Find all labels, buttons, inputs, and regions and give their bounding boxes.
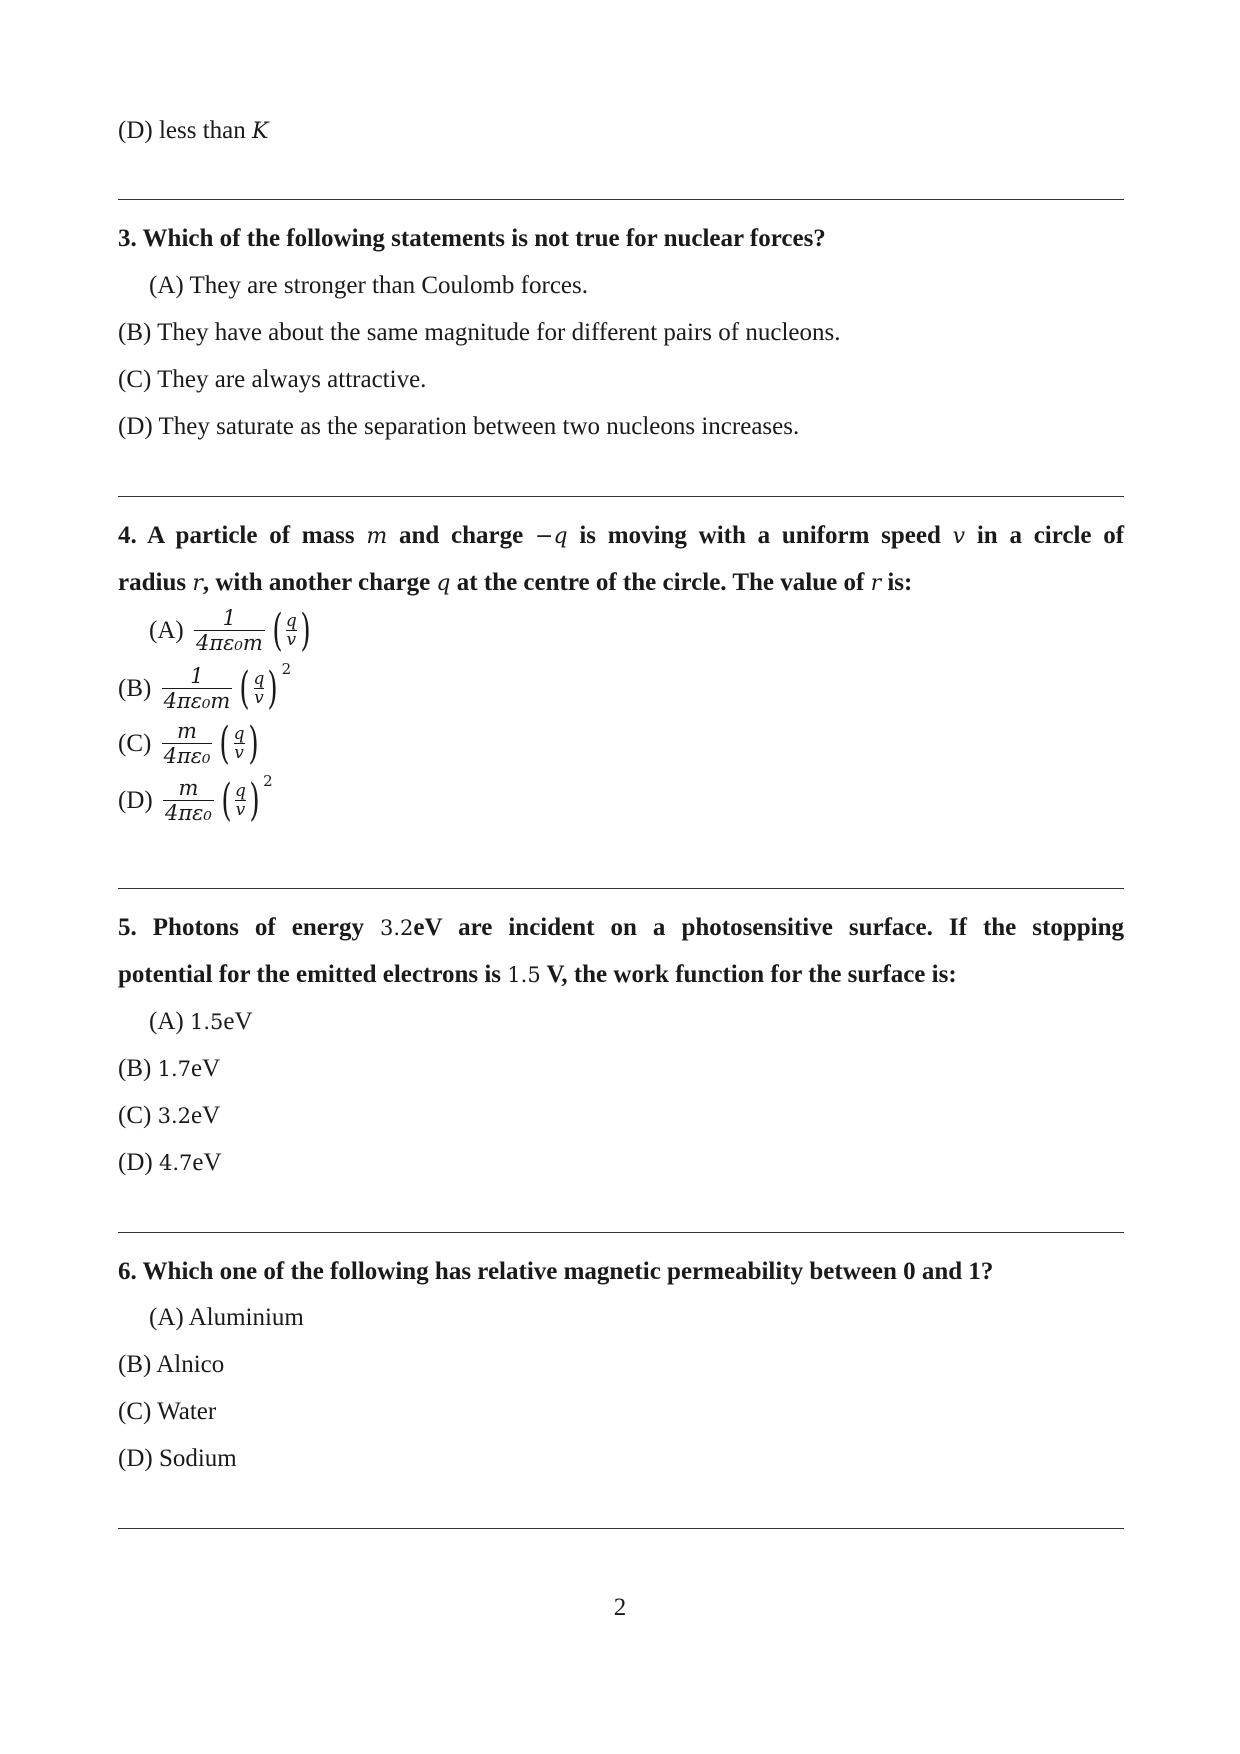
q3-option-c: (C) They are always attractive. — [118, 366, 427, 393]
q6-option-a: (A) Aluminium — [149, 1304, 304, 1331]
q5-option-c: (C) 3.2eV — [118, 1102, 221, 1129]
q3-option-d: (D) They saturate as the separation between two nucleons increases. — [118, 413, 800, 440]
q6-option-d: (D) Sodium — [118, 1445, 237, 1472]
q4-option-b: (B) $\frac{1}{\text{4πε₀m}}$ ( $\frac{q}{v}$ ) 2 — [118, 660, 292, 714]
separator-rule — [118, 1232, 1124, 1233]
q4-option-d: (D) $\frac{m}{\text{4πε₀}}$ ( $\frac{q}{v}$ ) 2 — [118, 772, 273, 826]
q6-option-b: (B) Alnico — [118, 1351, 225, 1378]
q4-stem-line2: radius r, with another charge q at the centre of the circle. The value of r is: — [118, 569, 913, 596]
q5-option-a: (A) 1.5eV — [149, 1008, 253, 1035]
q5-option-d: (D) 4.7eV — [118, 1149, 222, 1176]
q3-option-b: (B) They have about the same magnitude for different pairs of nucleons. — [118, 319, 841, 346]
separator-rule — [118, 1528, 1124, 1529]
q2-option-d-var: K — [252, 119, 269, 144]
separator-rule — [118, 496, 1124, 497]
q6-stem: 6. Which one of the following has relative magnetic permeability between 0 and 1? — [118, 1258, 994, 1285]
q4-stem-line1: 4. A particle of mass m and charge −q is moving with a uniform speed v in a circle of — [118, 522, 1125, 549]
q2-option-d-text: (D) less than — [118, 117, 246, 144]
q5-stem-line1: 5. Photons of energy 3.2eV are incident on a photosensitive surface. If the stopping — [118, 914, 1124, 941]
q3-option-a: (A) They are stronger than Coulomb forces. — [149, 272, 588, 299]
page-number: 2 — [613, 1594, 627, 1621]
separator-rule — [118, 888, 1124, 889]
q4-option-c: (C) $\frac{m}{\text{4πε₀}}$ ( $\frac{q}{v}$ ) — [118, 717, 259, 769]
separator-rule — [118, 199, 1124, 200]
q2-option-d — [118, 116, 268, 147]
q3-stem: 3. Which of the following statements is not true for nuclear forces? — [118, 225, 826, 252]
q6-option-c: (C) Water — [118, 1398, 217, 1425]
q5-option-b: (B) 1.7eV — [118, 1055, 221, 1082]
q4-option-a: (A) $\frac{1}{\text{4πε₀m}}$ ( $\frac{q}{v}$ ) — [149, 604, 311, 656]
q5-stem-line2: potential for the emitted electrons is 1.5 V, the work function for the surface is: — [118, 961, 957, 988]
